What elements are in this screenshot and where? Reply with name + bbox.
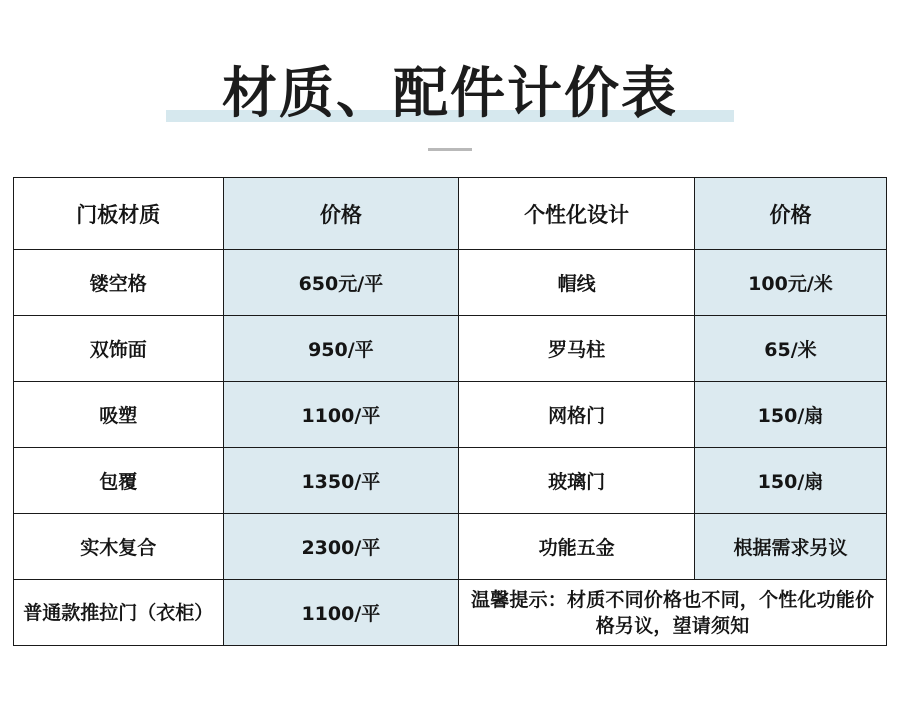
cell-material: 镂空格: [14, 250, 224, 316]
cell-material: 普通款推拉门（衣柜）: [14, 580, 224, 646]
cell-material-price: 950/平: [223, 316, 459, 382]
cell-design: 功能五金: [459, 514, 695, 580]
table-row: [14, 250, 887, 316]
cell-design: 帽线: [459, 250, 695, 316]
table-row-note: [14, 580, 887, 646]
cell-material-price: 1100/平: [223, 382, 459, 448]
cell-material-price: 650元/平: [223, 250, 459, 316]
header-cell-price-2: 价格: [694, 178, 886, 250]
cell-material: 实木复合: [14, 514, 224, 580]
table-row: [14, 448, 887, 514]
cell-design: 罗马柱: [459, 316, 695, 382]
cell-design: 网格门: [459, 382, 695, 448]
table-row: [14, 316, 887, 382]
table-header-row: [14, 178, 887, 250]
header-cell-custom-design: 个性化设计: [459, 178, 695, 250]
title-divider: [428, 148, 472, 151]
cell-design-price: 100元/米: [694, 250, 886, 316]
price-table: [13, 177, 887, 646]
table-note: 温馨提示：材质不同价格也不同，个性化功能价格另议，望请须知: [459, 580, 887, 646]
header-cell-material: 门板材质: [14, 178, 224, 250]
cell-design-price: 150/扇: [694, 382, 886, 448]
cell-design: 玻璃门: [459, 448, 695, 514]
title-block: [0, 0, 900, 125]
cell-design-price: 根据需求另议: [694, 514, 886, 580]
cell-material-price: 1350/平: [223, 448, 459, 514]
cell-design-price: 150/扇: [694, 448, 886, 514]
cell-material: 吸塑: [14, 382, 224, 448]
header-cell-price-1: 价格: [223, 178, 459, 250]
cell-material: 双饰面: [14, 316, 224, 382]
page-title: 材质、配件计价表: [221, 61, 678, 125]
table-row: [14, 382, 887, 448]
cell-material-price: 2300/平: [223, 514, 459, 580]
cell-material-price: 1100/平: [223, 580, 459, 646]
table-row: [14, 514, 887, 580]
cell-design-price: 65/米: [694, 316, 886, 382]
cell-material: 包覆: [14, 448, 224, 514]
